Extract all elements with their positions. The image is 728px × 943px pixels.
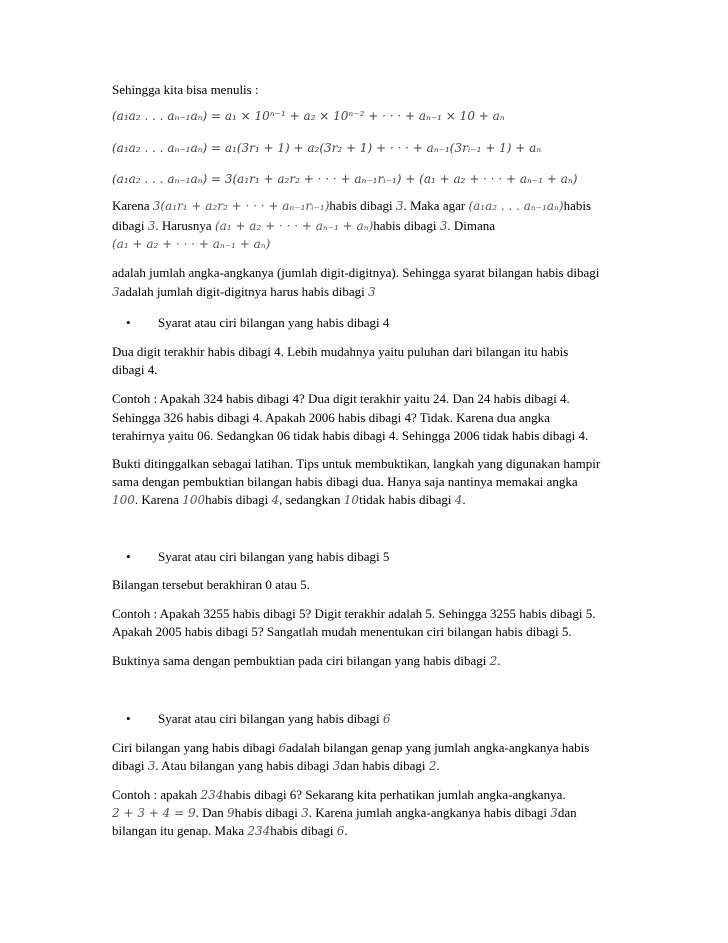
bullet-icon: •: [126, 315, 131, 330]
bullet-icon: •: [126, 549, 131, 564]
example-4-line2: Sehingga 326 habis dibagi 4. Apakah 2006 habis dibagi 4? Tidak. Karena dua angka: [112, 410, 550, 425]
heading-divisible-4: Syarat atau ciri bilangan yang habis dibagi 4: [158, 315, 390, 330]
example-6-line3: bilangan itu genap. Maka 234habis dibagi 6.: [112, 823, 348, 838]
example-5-line2: Apakah 2005 habis dibagi 5? Sangatlah mudah menentukan ciri bilangan habis dibagi 5.: [112, 624, 572, 639]
paragraph-jumlah-line2: 3adalah jumlah digit-digitnya harus habis dibagi 3: [112, 284, 376, 299]
example-6-line2: 2 + 3 + 4 = 9. Dan 9habis dibagi 3. Karena jumlah angka-angkanya habis dibagi 3dan: [112, 805, 577, 820]
proof-5: Buktinya sama dengan pembuktian pada ciri bilangan yang habis dibagi 2.: [112, 653, 501, 668]
rule-4-line1: Dua digit terakhir habis dibagi 4. Lebih mudahnya yaitu puluhan dari bilangan itu habis: [112, 344, 569, 359]
proof-4-line3: 100. Karena 100habis dibagi 4, sedangkan 10tidak habis dibagi 4.: [112, 492, 466, 507]
heading-divisible-6: Syarat atau ciri bilangan yang habis dibagi 6: [158, 711, 391, 726]
bullet-icon: •: [126, 711, 131, 726]
paragraph-jumlah-line1: adalah jumlah angka-angkanya (jumlah digit-digitnya). Sehingga syarat bilangan habis dibagi: [112, 265, 600, 280]
intro-text: Sehingga kita bisa menulis :: [112, 82, 259, 97]
rule-5: Bilangan tersebut berakhiran 0 atau 5.: [112, 577, 310, 592]
proof-4-line2: sama dengan pembuktian bilangan habis dibagi dua. Hanya saja nantinya memakai angka: [112, 474, 578, 489]
paragraph-karena-line1: Karena 3(a₁r₁ + a₂r₂ + · · · + aₙ₋₁rᵢ₋₁)habis dibagi 3. Maka agar (a₁a₂ . . . aₙ₋₁aₙ)habis: [112, 198, 592, 213]
example-6-line1: Contoh : apakah 234habis dibagi 6? Sekarang kita perhatikan jumlah angka-angkanya.: [112, 787, 566, 802]
example-5-line1: Contoh : Apakah 3255 habis dibagi 5? Digit terakhir adalah 5. Sehingga 3255 habis dibagi 5.: [112, 606, 596, 621]
equation-3: (a₁a₂ . . . aₙ₋₁aₙ) = 3(a₁r₁ + a₂r₂ + · · · + aₙ₋₁rᵢ₋₁) + (a₁ + a₂ + · · · + aₙ₋₁ + aₙ): [112, 172, 578, 186]
equation-1: (a₁a₂ . . . aₙ₋₁aₙ) = a₁ × 10ⁿ⁻¹ + a₂ × 10ⁿ⁻² + · · · + aₙ₋₁ × 10 + aₙ: [112, 109, 505, 123]
equation-2: (a₁a₂ . . . aₙ₋₁aₙ) = a₁(3r₁ + 1) + a₂(3r₂ + 1) + · · · + aₙ₋₁(3rᵢ₋₁ + 1) + aₙ: [112, 141, 542, 155]
proof-4-line1: Bukti ditinggalkan sebagai latihan. Tips untuk membuktikan, langkah yang digunakan hampir: [112, 456, 601, 471]
paragraph-karena-line2: dibagi 3. Harusnya (a₁ + a₂ + · · · + aₙ₋₁ + aₙ)habis dibagi 3. Dimana: [112, 218, 495, 233]
example-4-line1: Contoh : Apakah 324 habis dibagi 4? Dua digit terakhir yaitu 24. Dan 24 habis dibagi 4.: [112, 391, 570, 406]
rule-6-line1: Ciri bilangan yang habis dibagi 6adalah bilangan genap yang jumlah angka-angkanya habis: [112, 740, 590, 755]
rule-6-line2: dibagi 3. Atau bilangan yang habis dibagi 3dan habis dibagi 2.: [112, 758, 440, 773]
example-4-line3: terahirnya yaitu 06. Sedangkan 06 tidak habis dibagi 4. Sehingga 2006 tidak habis dibagi 4.: [112, 428, 589, 443]
heading-divisible-5: Syarat atau ciri bilangan yang habis dibagi 5: [158, 549, 390, 564]
paragraph-karena-line3: (a₁ + a₂ + · · · + aₙ₋₁ + aₙ): [112, 237, 271, 251]
rule-4-line2: dibagi 4.: [112, 362, 158, 377]
